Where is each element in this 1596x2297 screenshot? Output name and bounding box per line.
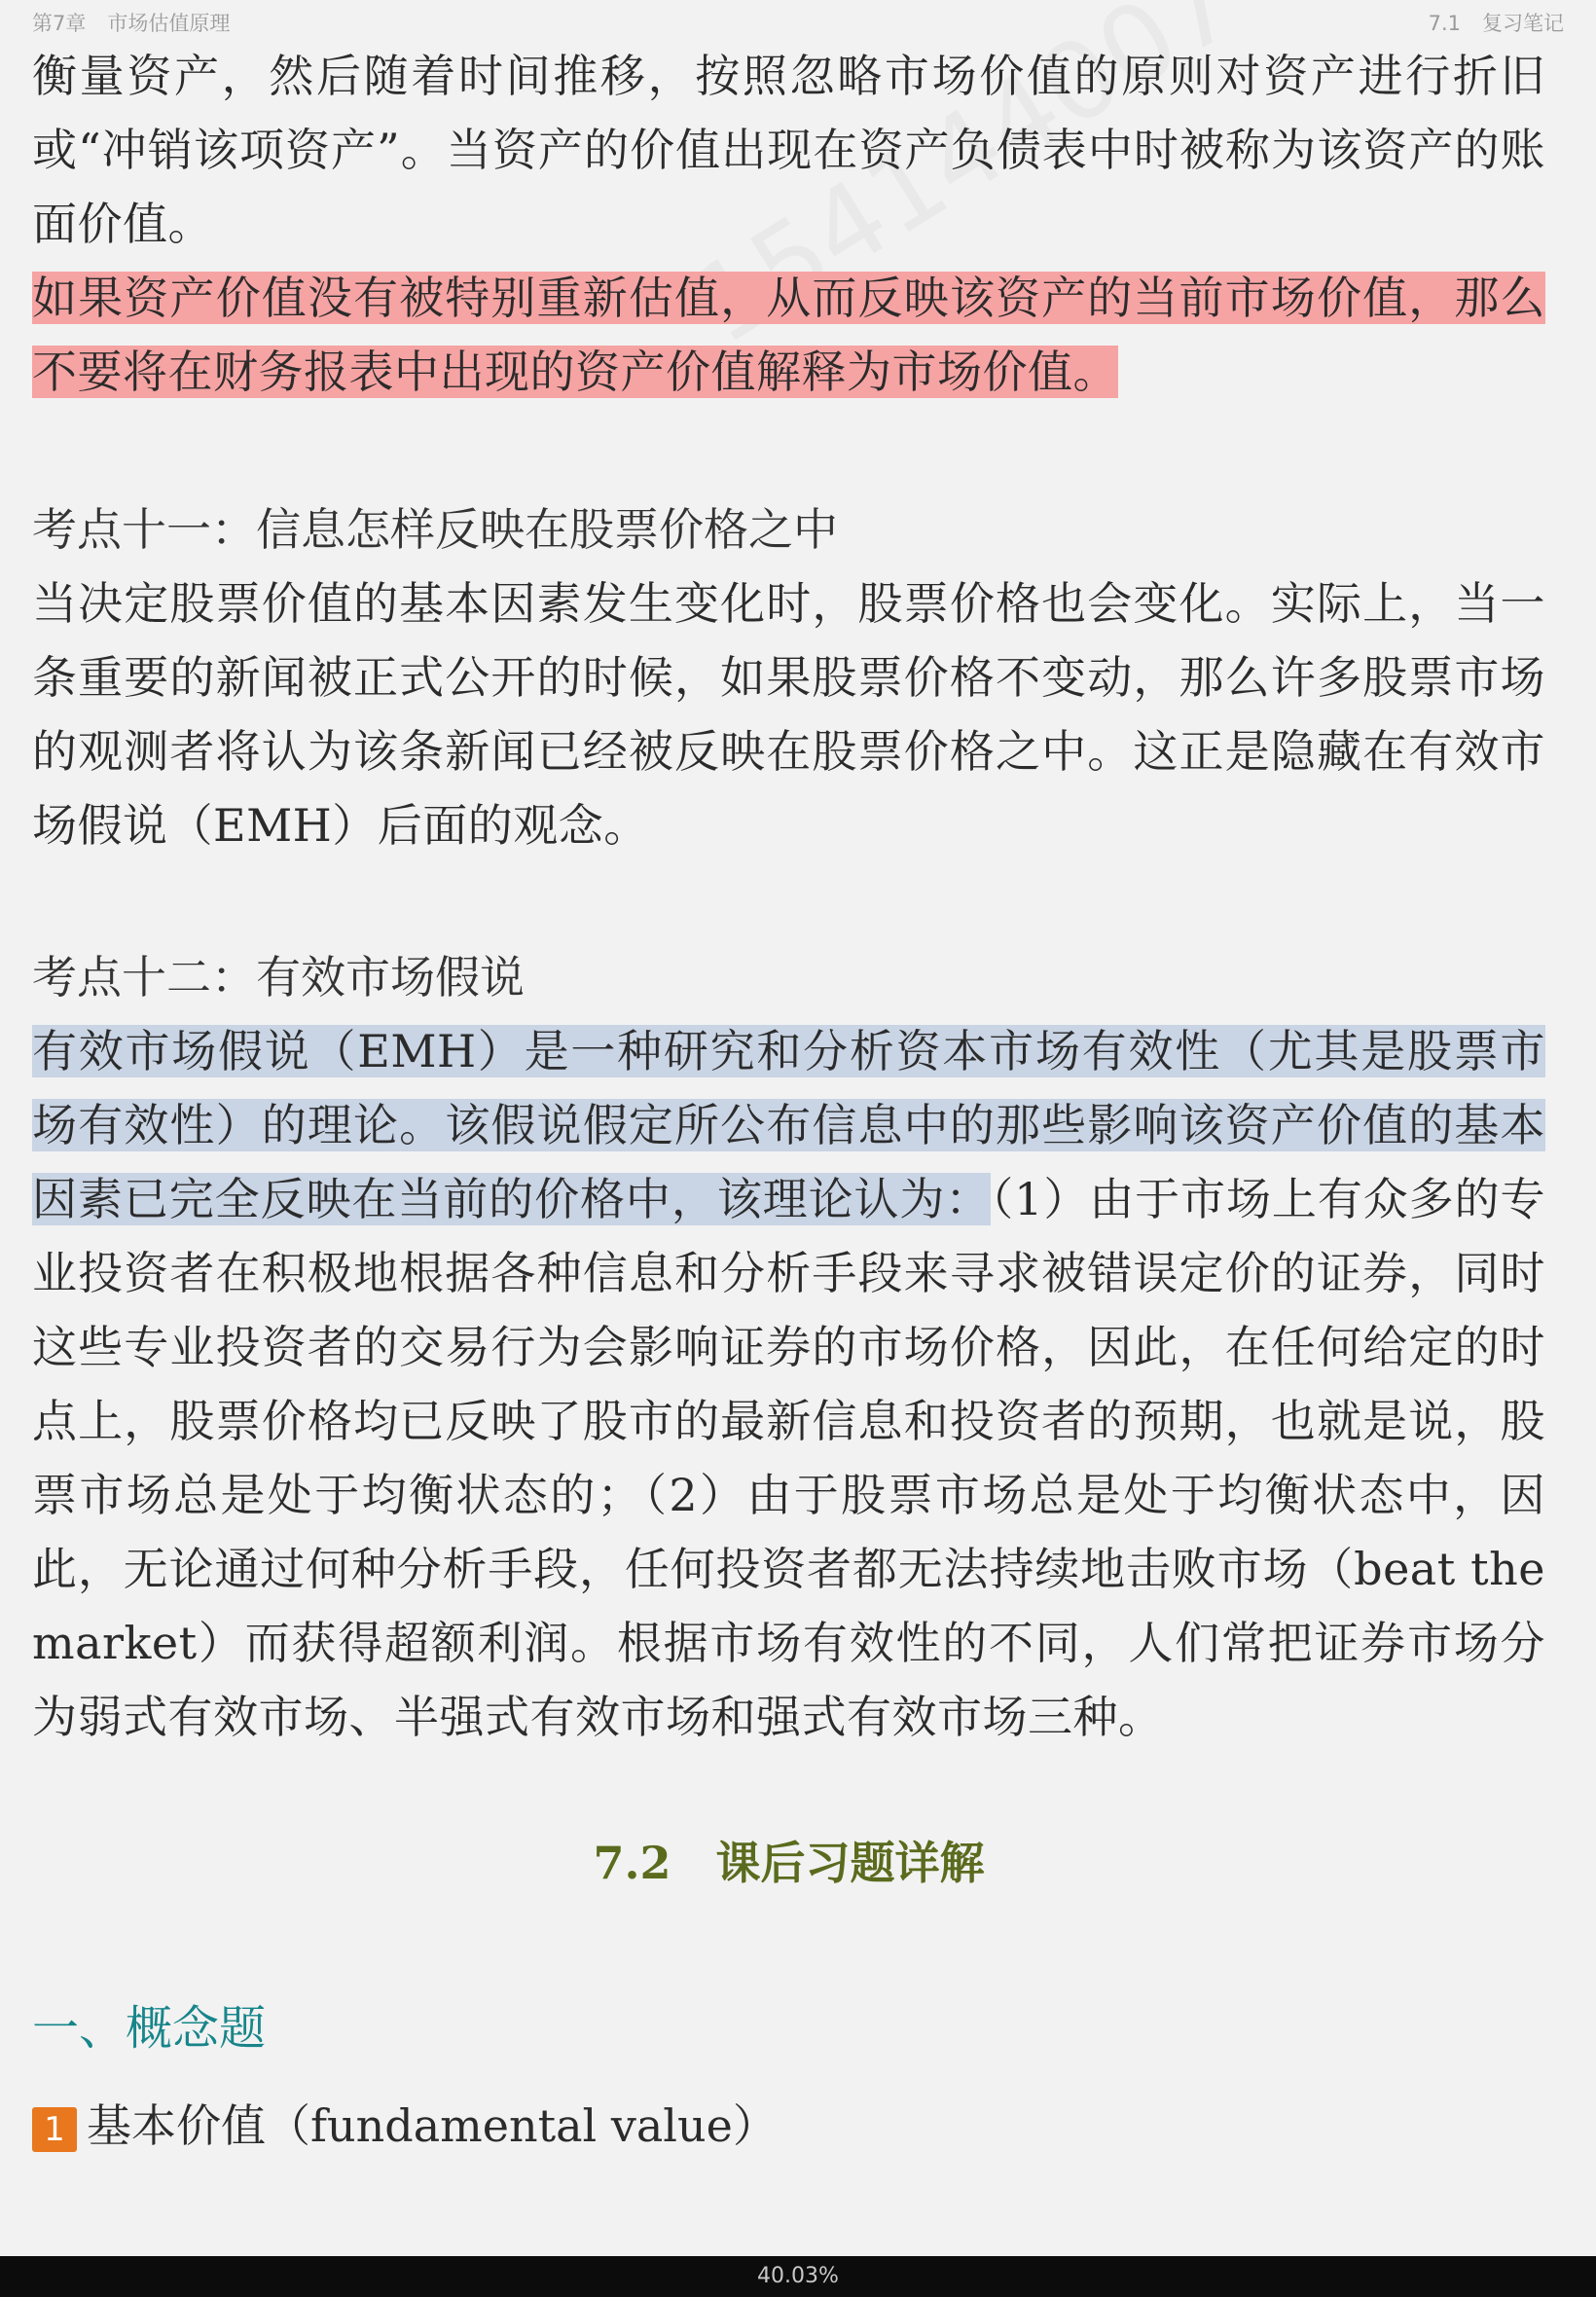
section-number: 7.1 [1428,12,1461,35]
page-header [0,0,1596,39]
paragraph-highlighted-red[interactable] [32,261,1545,409]
section-title: 7.2 课后习题详解 [593,1837,985,1889]
paragraph-emh[interactable] [32,1014,1545,1754]
section-label: 复习笔记 [1482,12,1564,35]
reading-progress: 40.03% [757,2264,839,2288]
reading-progress-bar [0,2256,1596,2297]
heading-point-12: 考点十二：有效市场假说 [32,951,525,1003]
reader-content[interactable] [32,39,1545,2163]
chapter-label: 第7章 [32,12,87,35]
concept-item[interactable] [32,2089,1545,2163]
heading-point-11: 考点十一：信息怎样反映在股票价格之中 [32,503,838,556]
paragraph-book-value[interactable]: 衡量资产，然后随着时间推移，按照忽略市场价值的原则对资产进行折旧或“冲销该项资产”。当资产的价值出现在资产负债表中时被称为该资产的账面价值。 [32,50,1545,250]
paragraph-information-price[interactable]: 当决定股票价值的基本因素发生变化时，股票价格也会变化。实际上，当一条重要的新闻被正式公开的时候，如果股票价格不变动，那么许多股票市场的观测者将认为该条新闻已经被反映在股票价格之中。这正是隐藏在有效市场假说（EMH）后面的观念。 [32,577,1545,852]
paragraph-emh-rest: （1）由于市场上有众多的专业投资者在积极地根据各种信息和分析手段来寻求被错误定价的证券，同时这些专业投资者的交易行为会影响证券的市场价格，因此，在任何给定的时点上，股票价格均已反映了股市的最新信息和投资者的预期，也就是说，股票市场总是处于均衡状态的；（2）由于股票市场总是处于均衡状态中，因此，无论通过何种分析手段，任何投资者都无法持续地击败市场（beat the market）而获得超额利润。根据市场有效性的不同，人们常把证券市场分为弱式有效市场、半强式有效市场和强式有效市场三种。 [32,1173,1545,1743]
header-section [1429,8,1564,37]
chapter-title: 市场估值原理 [107,12,231,35]
subsection-title: 一、概念题 [32,2001,267,2056]
concept-item-text: 基本价值（fundamental value） [87,2099,778,2152]
item-number-badge: 1 [32,2107,77,2152]
red-highlight[interactable]: 如果资产价值没有被特别重新估值，从而反映该资产的当前市场价值，那么不要将在财务报表中出现的资产价值解释为市场价值。 [32,272,1545,398]
blue-highlight[interactable]: 有效市场假说（EMH）是一种研究和分析资本市场有效性（尤其是股票市场有效性）的理论。该假说假定所公布信息中的那些影响该资产价值的基本因素已完全反映在当前的价格中，该理论认为： [32,1025,1545,1225]
header-chapter [32,8,230,37]
